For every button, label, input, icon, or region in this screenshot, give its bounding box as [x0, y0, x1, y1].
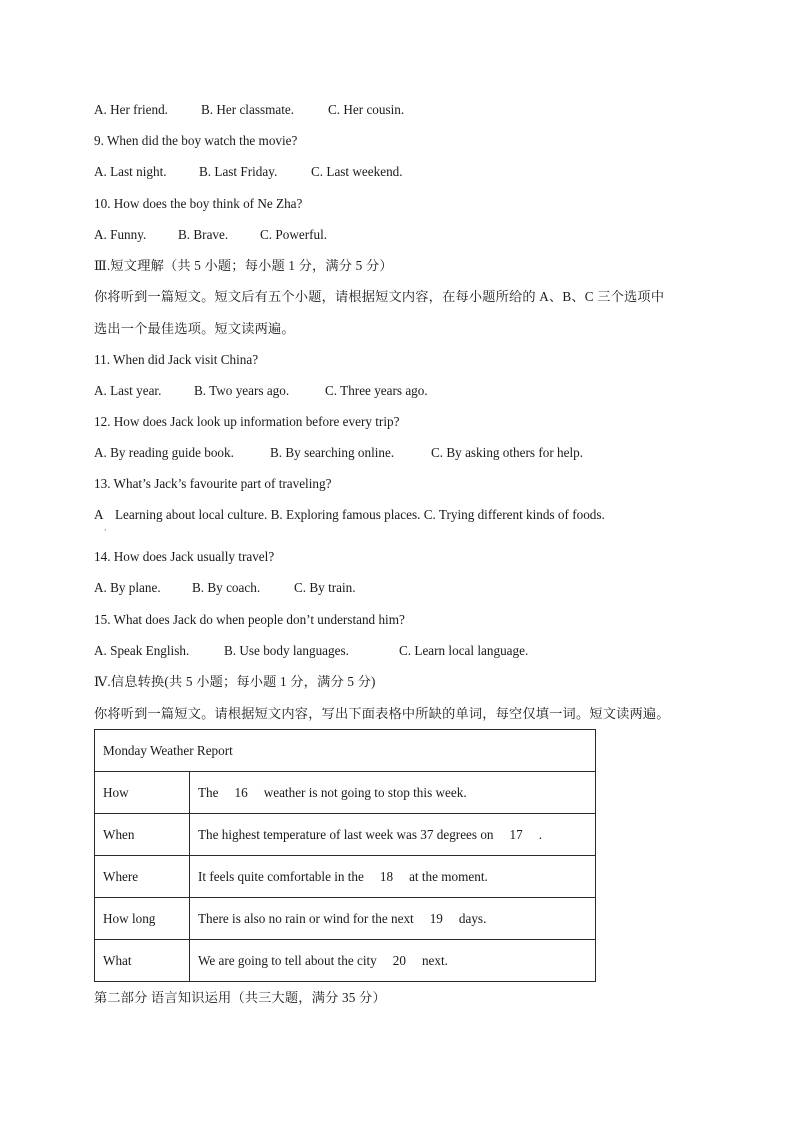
q9-option-a: A. Last night.	[94, 164, 167, 179]
q10-option-b: B. Brave.	[178, 227, 229, 242]
blank-16[interactable]: 16	[234, 784, 248, 800]
q11-options	[94, 382, 428, 400]
row-content	[190, 856, 596, 898]
q14-question: 14. How does Jack usually travel?	[94, 549, 275, 564]
table-header-row	[95, 730, 596, 772]
row-text-pre: The highest temperature of last week was 37 degrees on	[198, 826, 494, 842]
q15-option-b: B. Use body languages.	[224, 643, 349, 658]
q10-question: 10. How does the boy think of Ne Zha?	[94, 196, 303, 211]
q14-option-b: B. By coach.	[192, 580, 261, 595]
q11-question: 11. When did Jack visit China?	[94, 352, 259, 367]
q12-option-c: C. By asking others for help.	[431, 445, 584, 460]
row-text-post: next.	[421, 952, 448, 968]
q8-option-c: C. Her cousin.	[328, 102, 405, 117]
row-content	[190, 772, 596, 814]
row-content	[190, 814, 596, 856]
q15-options	[94, 642, 528, 660]
section4-instruction: 你将听到一篇短文。请根据短文内容，写出下面表格中所缺的单词，每空仅填一词。短文读两遍。	[94, 706, 670, 721]
q10-options	[94, 226, 327, 244]
q11-option-a: A. Last year.	[94, 383, 162, 398]
row-content	[190, 898, 596, 940]
q9-options	[94, 163, 403, 181]
q9-question: 9. When did the boy watch the movie?	[94, 133, 298, 148]
q15-question: 15. What does Jack do when people don’t understand him?	[94, 612, 405, 627]
table-row	[95, 898, 596, 940]
q14-options	[94, 579, 356, 597]
row-text-post: days.	[458, 910, 487, 926]
q15-option-a: A. Speak English.	[94, 643, 190, 658]
q12-options	[94, 444, 583, 462]
row-text-post: at the moment.	[409, 868, 488, 884]
q12-question: 12. How does Jack look up information before every trip?	[94, 414, 400, 429]
q8-options	[94, 101, 404, 119]
blank-20[interactable]: 20	[392, 952, 406, 968]
q10-option-c: C. Powerful.	[260, 227, 328, 242]
q13-dot-mark: ·	[104, 526, 107, 535]
section3-instruction-1: 你将听到一篇短文。短文后有五个小题，请根据短文内容，在每小题所给的 A、B、C 三个选项中	[94, 289, 665, 304]
row-text-pre: The	[198, 784, 219, 800]
part2-title: 第二部分 语言知识运用（共三大题，满分 35 分）	[94, 990, 386, 1005]
row-content	[190, 940, 596, 982]
q9-option-c: C. Last weekend.	[311, 164, 403, 179]
table-row	[95, 940, 596, 982]
row-text-post: weather is not going to stop this week.	[263, 784, 467, 800]
row-label: Where	[95, 856, 190, 898]
section4-title: Ⅳ.信息转换(共 5 小题；每小题 1 分，满分 5 分)	[94, 674, 376, 689]
row-text-pre: We are going to tell about the city	[198, 952, 377, 968]
blank-19[interactable]: 19	[429, 910, 443, 926]
row-label: How long	[95, 898, 190, 940]
q9-option-b: B. Last Friday.	[199, 164, 278, 179]
q11-option-b: B. Two years ago.	[194, 383, 290, 398]
section3-title: Ⅲ.短文理解（共 5 小题；每小题 1 分，满分 5 分）	[94, 258, 393, 273]
table-row	[95, 814, 596, 856]
table-row	[95, 772, 596, 814]
section3-instruction-2: 选出一个最佳选项。短文读两遍。	[94, 321, 295, 336]
table-header: Monday Weather Report	[95, 730, 596, 772]
q12-option-a: A. By reading guide book.	[94, 445, 234, 460]
q8-option-b: B. Her classmate.	[201, 102, 295, 117]
q14-option-c: C. By train.	[294, 580, 356, 595]
row-label: When	[95, 814, 190, 856]
q14-option-a: A. By plane.	[94, 580, 161, 595]
row-label: What	[95, 940, 190, 982]
q15-option-c: C. Learn local language.	[399, 643, 529, 658]
row-text-pre: There is also no rain or wind for the next	[198, 910, 414, 926]
q12-option-b: B. By searching online.	[270, 445, 395, 460]
q8-option-a: A. Her friend.	[94, 102, 168, 117]
q13-options	[94, 506, 605, 524]
q10-option-a: A. Funny.	[94, 227, 147, 242]
weather-report-table	[94, 729, 596, 982]
q11-option-c: C. Three years ago.	[325, 383, 428, 398]
row-text-post: .	[538, 826, 542, 842]
blank-17[interactable]: 17	[509, 826, 523, 842]
blank-18[interactable]: 18	[379, 868, 394, 884]
q13-question: 13. What’s Jack’s favourite part of traveling?	[94, 476, 332, 491]
table-row	[95, 856, 596, 898]
row-text-pre: It feels quite comfortable in the	[198, 868, 364, 884]
q13-option-a-letter: A	[94, 507, 104, 522]
q13-options-text: Learning about local culture. B. Exploring famous places. C. Trying different kinds of foods.	[115, 507, 605, 522]
row-label: How	[95, 772, 190, 814]
